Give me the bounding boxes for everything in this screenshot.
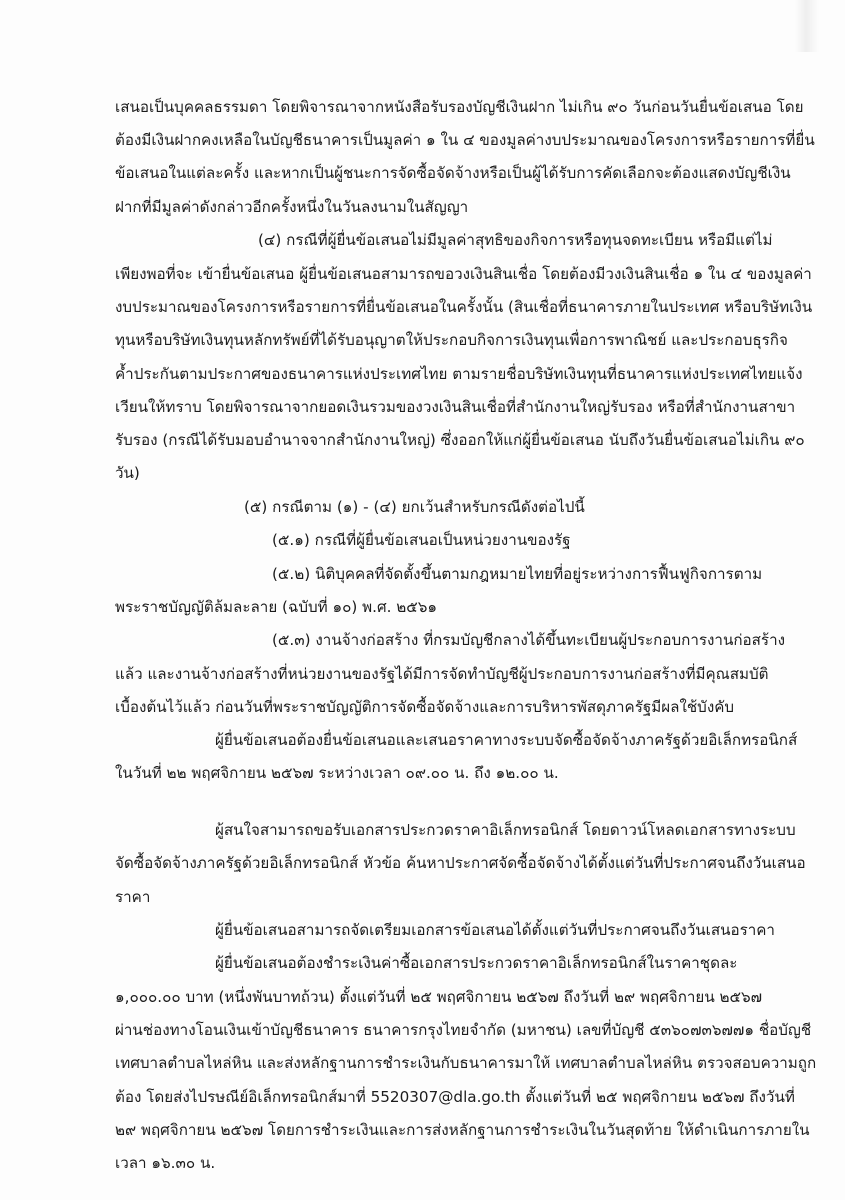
text-line: เทศบาลตำบลไหล่หิน และส่งหลักฐานการชำระเงินกับธนาคารมาให้ เทศบาลตำบลไหล่หิน ตรวจสอบความถูก bbox=[115, 1054, 817, 1072]
text-line: ผ่านช่องทางโอนเงินเข้าบัญชีธนาคาร ธนาคารกรุงไทยจำกัด (มหาชน) เลขที่บัญชี ๕๓๖๐๗๓๖๗๗๑ ชื่อบัญชี bbox=[115, 1021, 812, 1039]
text-line: เบื้องต้นไว้แล้ว ก่อนวันที่พระราชบัญญัติการจัดซื้อจัดจ้างและการบริหารพัสดุภาครัฐมีผลใช้บังคับ bbox=[115, 698, 735, 716]
text-line: (๕.๑) กรณีที่ผู้ยื่นข้อเสนอเป็นหน่วยงานของรัฐ bbox=[272, 531, 571, 549]
text-line: ผู้ยื่นข้อเสนอต้องยื่นข้อเสนอและเสนอราคาทางระบบจัดซื้อจัดจ้างภาครัฐด้วยอิเล็กทรอนิกส์ bbox=[215, 731, 798, 749]
scan-shadow bbox=[795, 0, 819, 52]
text-line: ๑,๐๐๐.๐๐ บาท (หนึ่งพันบาทถ้วน) ตั้งแต่วันที่ ๒๕ พฤศจิกายน ๒๕๖๗ ถึงวันที่ ๒๙ พฤศจิกายน ๒๕๖๗ bbox=[115, 988, 763, 1006]
text-line: แล้ว และงานจ้างก่อสร้างที่หน่วยงานของรัฐได้มีการจัดทำบัญชีผู้ประกอบการงานก่อสร้างที่มีคุณสมบัติ bbox=[115, 665, 769, 683]
text-line: รับรอง (กรณีได้รับมอบอำนาจจากสำนักงานใหญ่) ซึ่งออกให้แก่ผู้ยื่นข้อเสนอ นับถึงวันยื่นข้อเสนอไม่เกิน ๙๐ bbox=[115, 431, 805, 449]
text-line: ราคา bbox=[115, 888, 151, 906]
text-line: ในวันที่ ๒๒ พฤศจิกายน ๒๕๖๗ ระหว่างเวลา ๐๙.๐๐ น. ถึง ๑๒.๐๐ น. bbox=[115, 764, 559, 782]
text-line: ฝากที่มีมูลค่าดังกล่าวอีกครั้งหนึ่งในวันลงนามในสัญญา bbox=[115, 198, 469, 216]
text-line: ๒๙ พฤศจิกายน ๒๕๖๗ โดยการชำระเงินและการส่งหลักฐานการชำระเงินในวันสุดท้าย ให้ดำเนินการภายใน bbox=[115, 1121, 810, 1139]
text-line: ผู้ยื่นข้อเสนอต้องชำระเงินค่าซื้อเอกสารประกวดราคาอิเล็กทรอนิกส์ในราคาชุดละ bbox=[215, 954, 738, 972]
text-line: (๕.๓) งานจ้างก่อสร้าง ที่กรมบัญชีกลางได้ขึ้นทะเบียนผู้ประกอบการงานก่อสร้าง bbox=[272, 631, 786, 649]
text-line: (๔) กรณีที่ผู้ยื่นข้อเสนอไม่มีมูลค่าสุทธิของกิจการหรือทุนจดทะเบียน หรือมีแต่ไม่ bbox=[258, 231, 773, 249]
text-line: ข้อเสนอในแต่ละครั้ง และหากเป็นผู้ชนะการจัดซื้อจัดจ้างหรือเป็นผู้ได้รับการคัดเลือกจะต้องแสดงบัญชีเงิน bbox=[115, 164, 791, 182]
text-line: เวียนให้ทราบ โดยพิจารณาจากยอดเงินรวมของวงเงินสินเชื่อที่สำนักงานใหญ่รับรอง หรือที่สำนักงานสาขา bbox=[115, 398, 796, 416]
text-line: จัดซื้อจัดจ้างภาครัฐด้วยอิเล็กทรอนิกส์ หัวข้อ ค้นหาประกาศจัดซื้อจัดจ้างได้ตั้งแต่วันที่ประกาศจนถึงวันเสนอ bbox=[115, 854, 806, 872]
text-line: ค้ำประกันตามประกาศของธนาคารแห่งประเทศไทย ตามรายชื่อบริษัทเงินทุนที่ธนาคารแห่งประเทศไทยแจ้ง bbox=[115, 365, 803, 383]
text-line: ผู้ยื่นข้อเสนอสามารถจัดเตรียมเอกสารข้อเสนอได้ตั้งแต่วันที่ประกาศจนถึงวันเสนอราคา bbox=[215, 921, 775, 939]
text-line: (๕) กรณีตาม (๑) - (๔) ยกเว้นสำหรับกรณีดังต่อไปนี้ bbox=[244, 498, 585, 516]
text-line: ต้อง โดยส่งไปรษณีย์อิเล็กทรอนิกส์มาที่ 5520307@dla.go.th ตั้งแต่วันที่ ๒๕ พฤศจิกายน ๒๕๖๗ ถึงวันที่ bbox=[115, 1088, 795, 1106]
text-line: เพียงพอที่จะ เข้ายื่นข้อเสนอ ผู้ยื่นข้อเสนอสามารถขอวงเงินสินเชื่อ โดยต้องมีวงเงินสินเชื่อ ๑ ใน ๔ ของมูลค่า bbox=[115, 265, 812, 283]
text-line: พระราชบัญญัติล้มละลาย (ฉบับที่ ๑๐) พ.ศ. ๒๕๖๑ bbox=[115, 598, 438, 616]
text-line: งบประมาณของโครงการหรือรายการที่ยื่นข้อเสนอในครั้งนั้น (สินเชื่อที่ธนาคารภายในประเทศ หรือบริษัทเงิน bbox=[115, 298, 813, 316]
text-line: ผู้สนใจสามารถขอรับเอกสารประกวดราคาอิเล็กทรอนิกส์ โดยดาวน์โหลดเอกสารทางระบบ bbox=[215, 821, 796, 839]
text-line: เสนอเป็นบุคคลธรรมดา โดยพิจารณาจากหนังสือรับรองบัญชีเงินฝาก ไม่เกิน ๙๐ วันก่อนวันยื่นข้อเสนอ โดย bbox=[115, 98, 804, 116]
text-line: ต้องมีเงินฝากคงเหลือในบัญชีธนาคารเป็นมูลค่า ๑ ใน ๔ ของมูลค่างบประมาณของโครงการหรือรายการที่ยื่น bbox=[115, 131, 815, 149]
text-line: วัน) bbox=[115, 464, 140, 482]
text-line: (๕.๒) นิติบุคคลที่จัดตั้งขึ้นตามกฎหมายไทยที่อยู่ระหว่างการฟื้นฟูกิจการตาม bbox=[272, 565, 763, 583]
text-line: เวลา ๑๖.๓๐ น. bbox=[115, 1154, 216, 1172]
text-line: ทุนหรือบริษัทเงินทุนหลักทรัพย์ที่ได้รับอนุญาตให้ประกอบกิจการเงินทุนเพื่อการพาณิชย์ และประกอบธุรกิจ bbox=[115, 331, 788, 349]
